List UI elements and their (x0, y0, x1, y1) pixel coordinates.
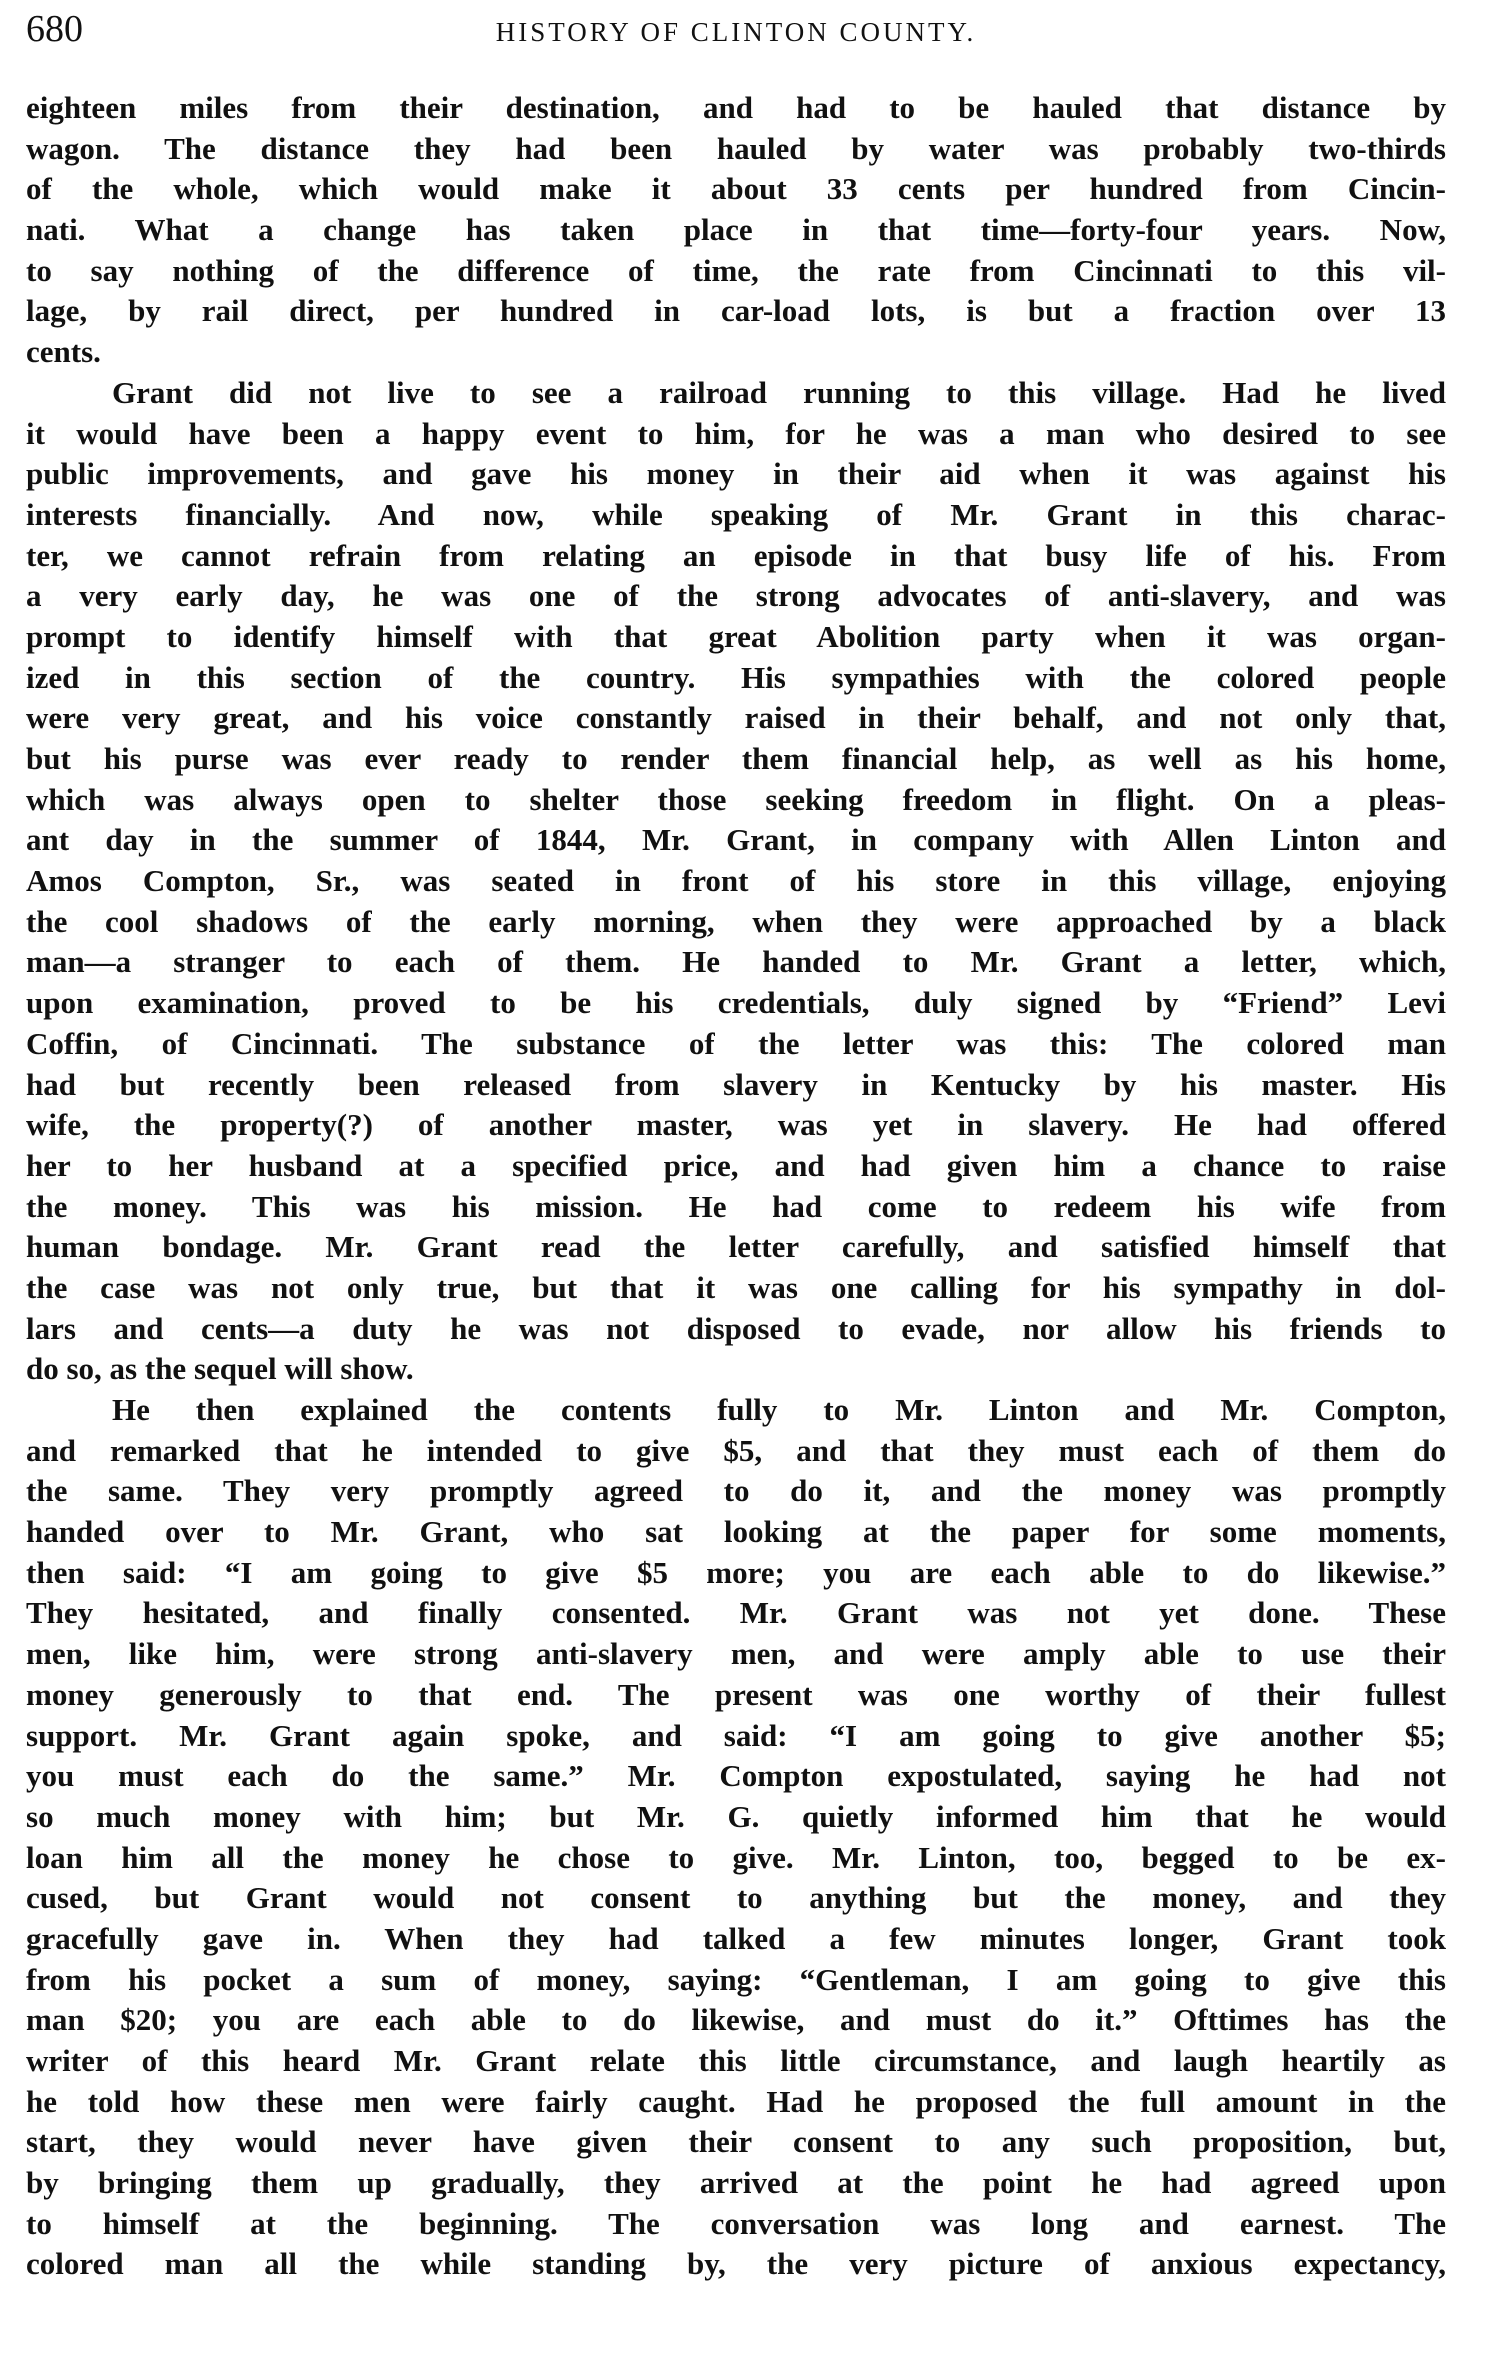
text-line: eighteen miles from their destination, and had to be hauled that distance by (26, 90, 1446, 125)
text-line: then said: “I am going to give $5 more; you are each able to do likewise.” (26, 1554, 1446, 1590)
text-line: public improvements, and gave his money in their aid when it was against his (26, 456, 1446, 492)
text-line: and remarked that he intended to give $5, and that they must each of them do (26, 1432, 1446, 1468)
text-line: handed over to Mr. Grant, who sat looking at the paper for some moments, (26, 1514, 1446, 1550)
text-line: of the whole, which would make it about 33 cents per hundred from Cincin- (26, 171, 1446, 207)
text-line: but his purse was ever ready to render them financial help, as well as his home, (26, 741, 1446, 776)
text-line: ter, we cannot refrain from relating an episode in that busy life of his. From (26, 537, 1446, 573)
text-line: Grant did not live to see a railroad running to this village. Had he lived (112, 374, 1446, 410)
text-line: the case was not only true, but that it was one calling for his sympathy in dol- (26, 1269, 1446, 1305)
text-line: gracefully gave in. When they had talked a few minutes longer, Grant took (26, 1920, 1446, 1956)
text-line: They hesitated, and finally consented. Mr. Grant was not yet done. These (26, 1595, 1446, 1631)
text-line: upon examination, proved to be his credentials, duly signed by “Friend” Levi (26, 985, 1446, 1021)
text-line: which was always open to shelter those seeking freedom in flight. On a pleas- (26, 781, 1446, 817)
text-line: so much money with him; but Mr. G. quietly informed him that he would (26, 1798, 1446, 1834)
text-line: support. Mr. Grant again spoke, and said: “I am going to give another $5; (26, 1717, 1446, 1753)
text-line: Amos Compton, Sr., was seated in front of his store in this village, enjoying (26, 863, 1446, 899)
text-line: writer of this heard Mr. Grant relate this little circumstance, and laugh heartily as (26, 2043, 1446, 2078)
body-text (26, 88, 1446, 2285)
text-line: by bringing them up gradually, they arrived at the point he had agreed upon (26, 2165, 1446, 2201)
text-line: man—a stranger to each of them. He handed to Mr. Grant a letter, which, (26, 944, 1446, 980)
text-line: ized in this section of the country. His sympathies with the colored people (26, 659, 1446, 695)
text-line: the same. They very promptly agreed to do it, and the money was promptly (26, 1473, 1446, 1509)
text-line: her to her husband at a specified price, and had given him a chance to raise (26, 1147, 1446, 1183)
text-line: man $20; you are each able to do likewise, and must do it.” Ofttimes has the (26, 2002, 1446, 2038)
page-header (26, 4, 1446, 60)
text-line: to himself at the beginning. The conversation was long and earnest. The (26, 2205, 1446, 2241)
text-line: had but recently been released from slavery in Kentucky by his master. His (26, 1066, 1446, 1102)
text-line: ant day in the summer of 1844, Mr. Grant, in company with Allen Linton and (26, 822, 1446, 858)
text-line: it would have been a happy event to him, for he was a man who desired to see (26, 415, 1446, 451)
text-line: cused, but Grant would not consent to anything but the money, and they (26, 1880, 1446, 1916)
text-line: nati. What a change has taken place in that time—forty-four years. Now, (26, 212, 1446, 248)
page-number: 680 (26, 8, 83, 50)
text-line: wife, the property(?) of another master, was yet in slavery. He had offered (26, 1107, 1446, 1143)
text-line: loan him all the money he chose to give. Mr. Linton, too, begged to be ex- (26, 1839, 1446, 1875)
text-line: lage, by rail direct, per hundred in car-load lots, is but a fraction over 13 (26, 293, 1446, 329)
text-line: the money. This was his mission. He had come to redeem his wife from (26, 1188, 1446, 1224)
text-line: colored man all the while standing by, the very picture of anxious expectancy, (26, 2246, 1446, 2282)
running-head: HISTORY OF CLINTON COUNTY. (495, 17, 977, 47)
text-line: a very early day, he was one of the strong advocates of anti-slavery, and was (26, 578, 1446, 614)
text-line: you must each do the same.” Mr. Compton expostulated, saying he had not (26, 1758, 1446, 1794)
text-line: do so, as the sequel will show. (26, 1351, 414, 1387)
text-line: wagon. The distance they had been hauled by water was probably two-thirds (26, 130, 1446, 166)
text-line: to say nothing of the difference of time, the rate from Cincinnati to this vil- (26, 252, 1446, 288)
text-line: start, they would never have given their consent to any such proposition, but, (26, 2124, 1446, 2160)
text-line: were very great, and his voice constantly raised in their behalf, and not only that, (26, 700, 1446, 736)
text-line: lars and cents—a duty he was not disposed to evade, nor allow his friends to (26, 1310, 1446, 1346)
text-line: men, like him, were strong anti-slavery men, and were amply able to use their (26, 1636, 1446, 1672)
text-line: cents. (26, 334, 101, 370)
text-line: money generously to that end. The present was one worthy of their fullest (26, 1676, 1446, 1712)
text-line: He then explained the contents fully to Mr. Linton and Mr. Compton, (112, 1392, 1446, 1427)
text-line: interests financially. And now, while speaking of Mr. Grant in this charac- (26, 496, 1446, 532)
text-line: he told how these men were fairly caught. Had he proposed the full amount in the (26, 2083, 1446, 2119)
text-line: the cool shadows of the early morning, when they were approached by a black (26, 903, 1446, 939)
text-line: Coffin, of Cincinnati. The substance of the letter was this: The colored man (26, 1025, 1446, 1061)
text-line: from his pocket a sum of money, saying: “Gentleman, I am going to give this (26, 1961, 1446, 1997)
text-line: human bondage. Mr. Grant read the letter carefully, and satisfied himself that (26, 1229, 1446, 1265)
text-line: prompt to identify himself with that great Abolition party when it was organ- (26, 618, 1446, 654)
